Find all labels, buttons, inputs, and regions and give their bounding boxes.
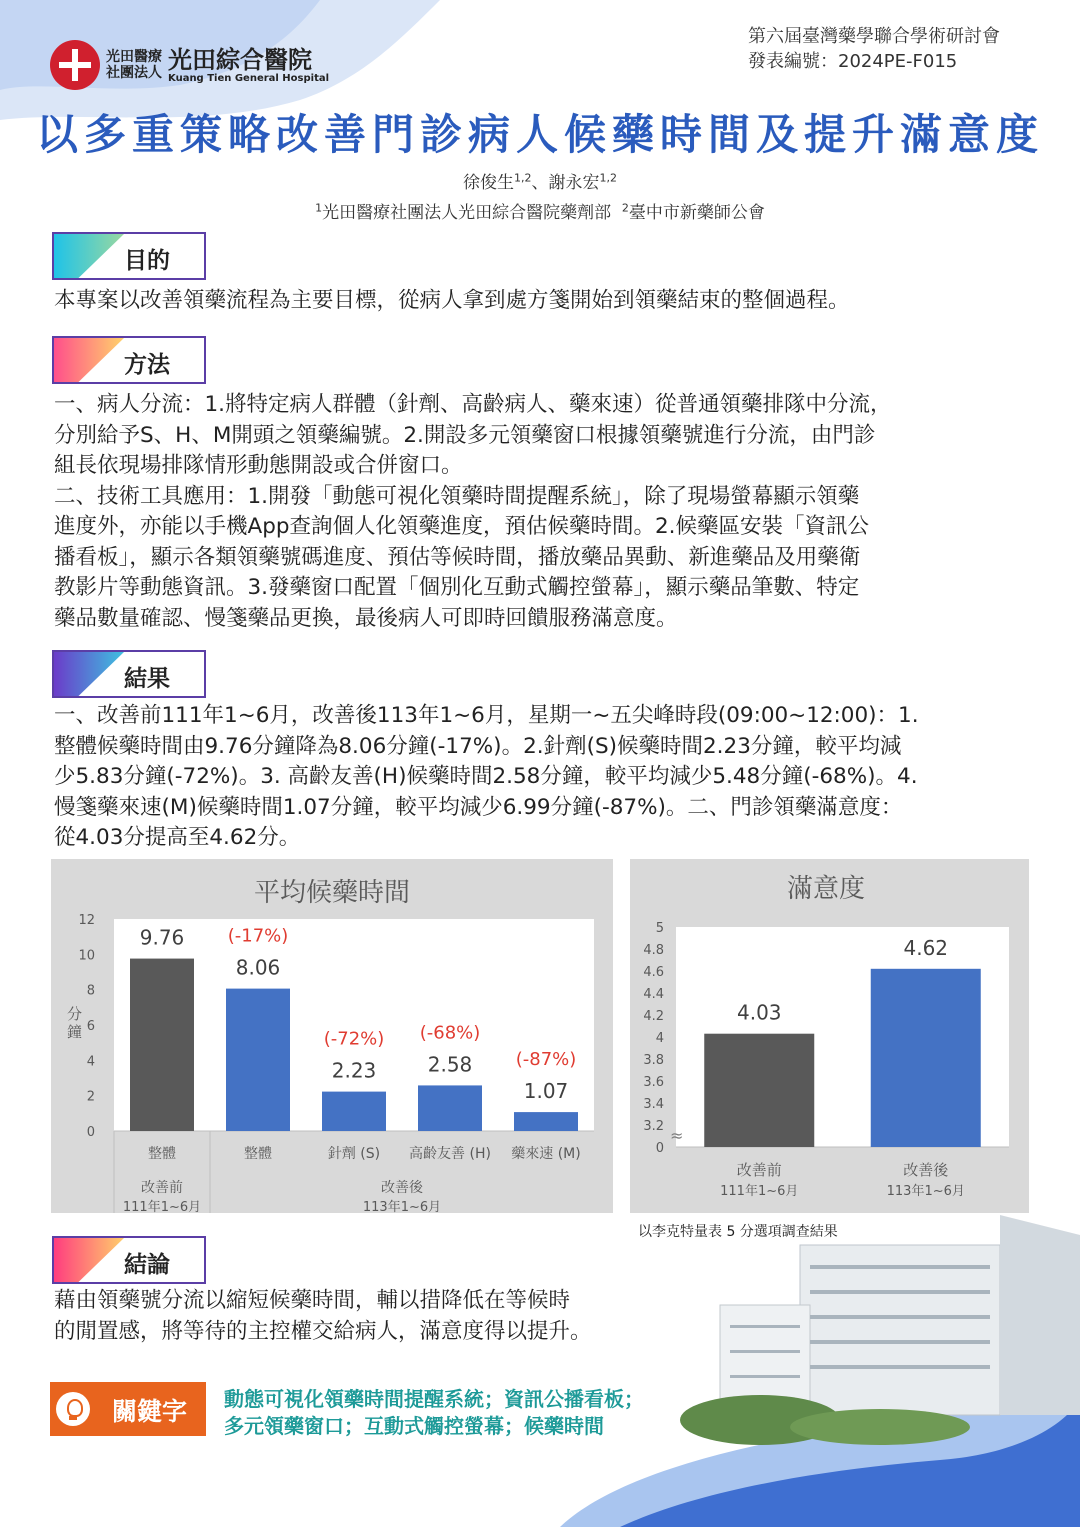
group-label: 改善前 <box>141 1180 183 1196</box>
org-type <box>106 49 162 81</box>
purpose-text: 本專案以改善領藥流程為主要目標，從病人拿到處方箋開始到領藥結束的整個過程。 <box>54 288 850 313</box>
bar <box>322 1092 386 1131</box>
y-tick-label: 4.8 <box>643 943 664 958</box>
bar-value-label: 4.62 <box>903 935 949 960</box>
satisfaction-chart <box>630 859 1029 1213</box>
result-line: 慢箋藥來速(M)候藥時間1.07分鐘，較平均減少6.99分鐘(-87%)。二、門診領藥滿意度： <box>54 794 903 820</box>
keywords-text <box>224 1386 644 1440</box>
x-tick-label: 整體 <box>148 1146 176 1162</box>
affil-1: 光田醫療社團法人光田綜合醫院藥劑部 <box>322 203 612 223</box>
y-tick-label: 10 <box>78 948 95 964</box>
bar <box>514 1112 578 1131</box>
method-line: 進度外，亦能以手機App查詢個人化領藥進度，預估候藥時間。2.候藥區安裝「資訊公 <box>54 514 870 539</box>
author-separator: 、 <box>531 173 549 193</box>
bar <box>704 1034 814 1147</box>
section-heading-method <box>52 336 206 384</box>
y-tick-label: 3.6 <box>643 1075 664 1090</box>
chart-title: 平均候藥時間 <box>253 878 411 908</box>
y-tick-label: 3.2 <box>643 1119 664 1134</box>
section-heading-conclusion-label: 結論 <box>124 1252 170 1278</box>
poster-title: 以多重策略改善門診病人候藥時間及提升滿意度 <box>35 110 1044 159</box>
x-tick-label: 藥來速 (M) <box>511 1146 581 1162</box>
method-text <box>54 390 1054 634</box>
axis-break-mark: ≈ <box>670 1126 684 1145</box>
keywords-label-box <box>50 1382 206 1436</box>
org-line1: 光田醫療 <box>106 49 162 65</box>
section-heading-result <box>52 650 206 698</box>
method-line: 教影片等動態資訊。3.發藥窗口配置「個別化互動式觸控螢幕」，顯示藥品筆數、特定 <box>54 575 860 600</box>
y-tick-label: 4.6 <box>643 965 664 980</box>
y-tick-label: 3.4 <box>643 1097 664 1112</box>
method-line: 藥品數量確認、慢箋藥品更換，最後病人可即時回饋服務滿意度。 <box>54 605 678 631</box>
bar-change-label: (-17%) <box>227 925 289 947</box>
conclusion-line: 的閒置感，將等待的主控權交給病人，滿意度得以提升。 <box>54 1318 592 1344</box>
section-heading-result-label: 結果 <box>124 666 170 692</box>
conclusion-line: 藉由領藥號分流以縮短候藥時間，輔以措降低在等候時 <box>54 1288 571 1313</box>
conference-name: 第六屆臺灣藥學聯合學術研討會 <box>748 26 1000 47</box>
hospital-english-name: Kuang Tien General Hospital <box>168 72 330 84</box>
y-tick-label: 5 <box>655 921 664 936</box>
org-line2: 社團法人 <box>106 65 162 81</box>
bar-value-label: 8.06 <box>235 955 281 980</box>
wait-time-chart <box>51 859 613 1213</box>
section-heading-method-label: 方法 <box>124 352 170 378</box>
x-tick-label: 高齡友善 (H) <box>409 1146 491 1162</box>
hospital-name: 光田綜合醫院 <box>168 45 312 74</box>
conclusion-text <box>54 1286 714 1347</box>
method-line: 分別給予S、H、M開頭之領藥編號。2.開設多元領藥窗口根據領藥號進行分流，由門診 <box>54 422 876 448</box>
x-tick-label: 針劑 (S) <box>327 1146 381 1162</box>
keywords-label: 關鍵字 <box>112 1397 188 1426</box>
method-line: 一、病人分流：1.將特定病人群體（針劑、高齡病人、藥來速）從普通領藥排隊中分流， <box>54 392 892 417</box>
bar-value-label: 2.58 <box>427 1052 473 1077</box>
section-heading-purpose <box>52 232 206 280</box>
y-tick-label: 4.4 <box>643 987 664 1002</box>
lightbulb-icon <box>56 1392 90 1426</box>
result-line: 一、改善前111年1~6月，改善後113年1~6月，星期一~五尖峰時段(09:00~12:00)：1. <box>54 703 919 728</box>
keywords-line-2: 多元領藥窗口；互動式觸控螢幕；候藥時間 <box>224 1414 604 1438</box>
bar-value-label: 9.76 <box>139 925 185 950</box>
chart-title: 滿意度 <box>786 874 866 904</box>
y-axis-label: 分鐘 <box>67 1005 83 1041</box>
keywords-line-1: 動態可視化領藥時間提醒系統；資訊公播看板； <box>224 1387 644 1411</box>
affiliations <box>0 198 1080 223</box>
author-1-sup: 1,2 <box>514 171 532 185</box>
bar <box>418 1085 482 1131</box>
section-heading-purpose-label: 目的 <box>124 248 170 274</box>
chart-note: 以李克特量表 5 分選項調查結果 <box>638 1224 838 1240</box>
x-tick-label: 整體 <box>244 1146 272 1162</box>
group-sub-label: 111年1~6月 <box>122 1200 202 1213</box>
hospital-logo <box>50 40 329 90</box>
y-tick-label: 4 <box>86 1054 95 1070</box>
paper-number: 發表編號：2024PE-F015 <box>748 51 958 72</box>
x-tick-label: 改善後 <box>903 1161 949 1179</box>
bar <box>871 969 981 1147</box>
bar <box>130 959 194 1131</box>
affil-2-sup: 2 <box>621 201 629 215</box>
bar-value-label: 1.07 <box>523 1079 569 1104</box>
group-sub-label: 113年1~6月 <box>362 1200 442 1213</box>
x-tick-label: 改善前 <box>736 1161 782 1179</box>
author-1: 徐俊生 <box>463 173 514 193</box>
result-line: 從4.03分提高至4.62分。 <box>54 825 301 850</box>
x-tick-sub-label: 113年1~6月 <box>886 1184 965 1199</box>
y-tick-label: 0 <box>86 1125 95 1140</box>
method-line: 組長依現場排隊情形動態開設或合併窗口。 <box>54 453 463 478</box>
result-line: 整體候藥時間由9.76分鐘降為8.06分鐘(-17%)。2.針劑(S)候藥時間2.23分鐘，較平均減 <box>54 733 902 759</box>
affil-1-sup: 1 <box>315 201 323 215</box>
authors <box>0 168 1080 193</box>
conference-info <box>748 24 1000 74</box>
y-tick-label: 6 <box>86 1019 95 1034</box>
y-tick-label: 8 <box>86 983 95 999</box>
x-tick-sub-label: 111年1~6月 <box>720 1184 799 1199</box>
y-tick-label: 4.2 <box>643 1009 664 1024</box>
bar-change-label: (-68%) <box>419 1022 481 1044</box>
hospital-building-image <box>680 1215 1080 1445</box>
bar-change-label: (-72%) <box>323 1028 385 1050</box>
affil-2: 臺中市新藥師公會 <box>628 203 765 223</box>
hospital-logo-icon <box>50 40 100 90</box>
y-tick-label: 4 <box>655 1031 664 1046</box>
group-label: 改善後 <box>381 1180 423 1196</box>
satisfaction-chart-svg <box>630 859 1029 1213</box>
author-2: 謝永宏 <box>548 173 600 193</box>
section-heading-conclusion <box>52 1236 206 1284</box>
method-line: 播看板」，顯示各類領藥號碼進度、預估等候時間，播放藥品異動、新進藥品及用藥衛 <box>54 544 861 570</box>
y-tick-label: 3.8 <box>643 1053 664 1068</box>
bar-value-label: 2.23 <box>331 1058 377 1083</box>
method-line: 二、技術工具應用：1.開發「動態可視化領藥時間提醒系統」，除了現場螢幕顯示領藥 <box>54 483 860 509</box>
result-text <box>54 701 1054 854</box>
bar <box>226 989 290 1131</box>
y-tick-label: 2 <box>86 1089 95 1105</box>
bar-change-label: (-87%) <box>515 1049 577 1071</box>
author-2-sup: 1,2 <box>599 171 617 185</box>
result-line: 少5.83分鐘(-72%)。3. 高齡友善(H)候藥時間2.58分鐘，較平均減少5.48分鐘(-68%)。4. <box>54 764 918 789</box>
bar-value-label: 4.03 <box>736 1000 782 1025</box>
y-tick-label: 12 <box>78 913 95 928</box>
wait-time-chart-svg <box>51 859 613 1213</box>
y-tick-label: 0 <box>655 1141 664 1156</box>
